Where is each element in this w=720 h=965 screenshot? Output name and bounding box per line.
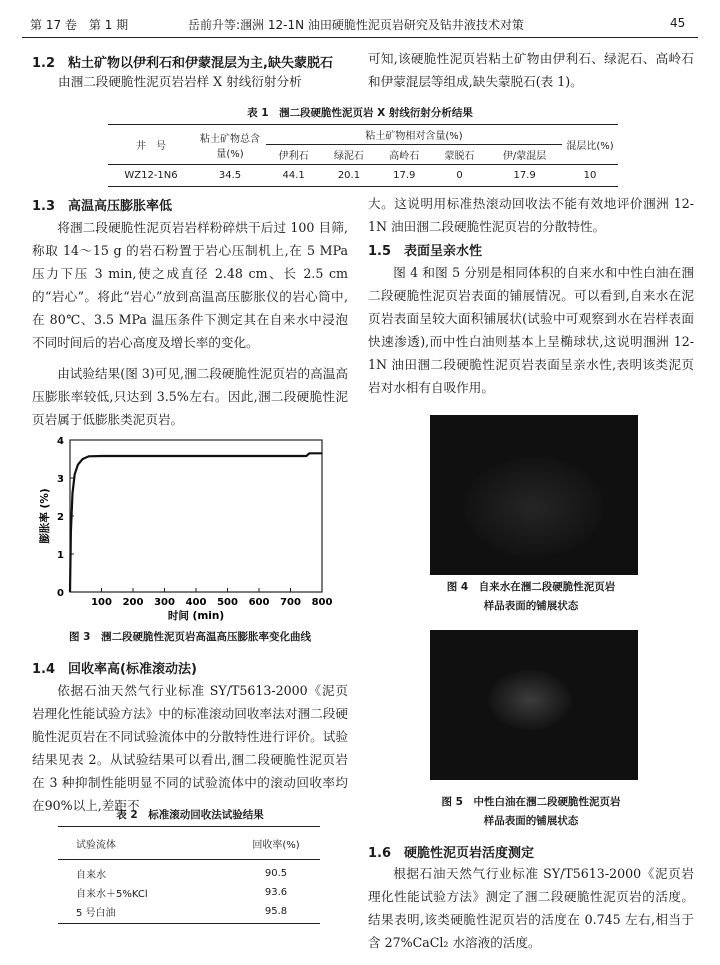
x-tick-label: 300 <box>154 597 175 608</box>
figure-4-caption-line-1: 图 4 自来水在涠二段硬脆性泥页岩 <box>446 581 616 593</box>
table-2-header-fluid: 试验流体 <box>58 827 232 860</box>
table-1-subheader: 高岭石 <box>377 145 432 165</box>
section-1-3-para-1: 将涠二段硬脆性泥页岩岩样粉碎烘干后过 100 目筛,称取 14～15 g 的岩石粉置于岩心压制机上,在 5 MPa 压力下压 3 min,使之成直径 2.48 cm、长 2.5 cm 的“岩心”。将此“岩心”放到高温高压膨胀仪的岩心筒中,在 80℃、3.5 MPa 温压条件下测定其在自来水中浸泡不同时间后的岩心高度及增长率的变化。 <box>32 220 348 350</box>
section-1-6-para-1: 根据石油天然气行业标准 SY/T5613-2000《泥页岩理化性能试验方法》测定了涠二段硬脆性泥页岩的活度。结果表明,该类硬脆性泥页岩的活度在 0.745 左右,相当于含 27%CaCl₂ 水溶液的活度。 <box>368 866 694 950</box>
table-cell: 17.9 <box>393 170 416 181</box>
x-tick-label: 200 <box>122 597 144 608</box>
section-1-2-left-text: 由涠二段硬脆性泥页岩岩样 X 射线衍射分析 <box>58 74 302 89</box>
table-row <box>58 902 320 924</box>
table-1-subheader: 伊利石 <box>266 145 321 165</box>
journal-volume: 第 17 卷 第 1 期 <box>30 18 129 32</box>
table-1-header-relative: 粘土矿物相对含量(%) <box>266 125 562 145</box>
table-cell: 90.5 <box>264 868 288 879</box>
table-1-header-ratio: 混层比(%) <box>562 125 618 165</box>
section-1-3-para-2: 由试验结果(图 3)可见,涠二段硬脆性泥页岩的高温高压膨胀率较低,只达到 3.5%左右。因此,涠二段硬脆性泥页岩属于低膨胀类泥页岩。 <box>32 366 348 427</box>
section-1-5-heading: 1.5 表面呈亲水性 <box>368 244 483 259</box>
figure-5-caption-line-1: 图 5 中性白油在涠二段硬脆性泥页岩 <box>441 796 621 808</box>
y-tick-label: 1 <box>57 550 64 561</box>
table-1-subheader: 蒙脱石 <box>432 145 487 165</box>
table-cell: 10 <box>583 170 597 181</box>
table-cell: 自来水 <box>76 870 106 881</box>
table-2 <box>58 826 320 924</box>
x-tick-label: 500 <box>217 597 238 608</box>
section-1-5-para-1: 图 4 和图 5 分别是相同体积的自来水和中性白油在涠二段硬脆性泥页岩表面的铺展情况。可以看到,自来水在泥页岩表面呈较大面积铺展状(试验中可观察到水在岩样表面快速渗透),而中性白油则基本上呈椭球状,这说明涠洲 12-1N 油田涠二段硬脆性泥页岩表面呈亲水性,表明该类泥页岩对水相有自吸作用。 <box>368 265 694 395</box>
x-tick-label: 800 <box>311 597 333 608</box>
table-row <box>58 883 320 902</box>
figure-3-caption: 图 3 涠二段硬脆性泥页岩高温高压膨胀率变化曲线 <box>69 631 311 643</box>
page-number: 45 <box>670 16 686 30</box>
table-cell: WZ12-1N6 <box>124 170 178 181</box>
series-line <box>70 453 322 592</box>
x-tick-label: 600 <box>248 597 270 608</box>
table-1-header-well: 井 号 <box>108 125 194 165</box>
table-1 <box>108 124 618 187</box>
table-2-caption: 表 2 标准滚动回收法试验结果 <box>116 809 264 821</box>
x-tick-label: 100 <box>91 597 112 608</box>
x-axis-label: 时间 (min) <box>167 610 225 622</box>
table-cell: 34.5 <box>218 170 242 181</box>
table-cell: 自来水＋5%KCl <box>76 889 148 900</box>
oil-droplet-image <box>430 630 638 780</box>
table-2-header-rate: 回收率(%) <box>232 827 320 860</box>
table-cell: 0 <box>456 170 463 181</box>
x-tick-label: 400 <box>185 597 207 608</box>
table-row <box>58 860 320 884</box>
figure-5-caption-line-2: 样品表面的铺展状态 <box>483 815 579 827</box>
table-1-caption: 表 1 涠二段硬脆性泥页岩 X 射线衍射分析结果 <box>247 107 473 119</box>
y-tick-label: 0 <box>57 588 64 599</box>
y-tick-label: 3 <box>57 474 64 485</box>
plot-frame <box>70 440 322 592</box>
table-1-subheader: 绿泥石 <box>321 145 376 165</box>
section-1-4-continuation: 大。这说明用标准热滚动回收法不能有效地评价涠洲 12-1N 油田涠二段硬脆性泥页岩的分散特性。 <box>368 196 694 234</box>
y-axis-label: 膨胀率 (%) <box>39 488 51 544</box>
section-1-3-heading: 1.3 高温高压膨胀率低 <box>32 199 173 214</box>
table-row <box>108 165 618 187</box>
section-1-2-heading: 1.2 粘土矿物以伊利石和伊蒙混层为主,缺失蒙脱石 <box>32 56 333 71</box>
section-1-2-right-text: 可知,该硬脆性泥页岩粘土矿物由伊利石、绿泥石、高岭石和伊蒙混层等组成,缺失蒙脱石(表 1)。 <box>368 51 694 89</box>
figure-4-caption-line-2: 样品表面的铺展状态 <box>483 600 579 612</box>
y-tick-label: 4 <box>57 436 64 447</box>
table-cell: 95.8 <box>264 906 288 917</box>
running-title: 岳前升等:涠洲 12-1N 油田硬脆性泥页岩研究及钻井液技术对策 <box>188 18 524 32</box>
figure-5-photo <box>430 630 638 780</box>
y-tick-label: 2 <box>57 512 64 523</box>
table-1-header-total: 粘土矿物总含量(%) <box>194 125 266 165</box>
section-1-4-para-1: 依据石油天然气行业标准 SY/T5613-2000《泥页岩理化性能试验方法》中的标准滚动回收率法对涠二段硬脆性泥页岩在不同试验流体中的分散特性进行评价。试验结果见表 2。从试验结果可以看出,涠二段硬脆性泥页岩在 3 种抑制性能明显不同的试验流体中的滚动回收率均在90%以上,差距不 <box>32 683 348 813</box>
figure-3-chart <box>36 432 342 622</box>
table-cell: 20.1 <box>337 170 361 181</box>
figure-4-photo <box>430 415 638 575</box>
table-cell: 5 号白油 <box>76 908 116 919</box>
table-cell: 93.6 <box>264 887 288 898</box>
table-cell: 17.9 <box>513 170 536 181</box>
water-spread-image <box>430 415 638 575</box>
table-cell: 44.1 <box>282 170 305 181</box>
table-1-subheader: 伊/蒙混层 <box>487 145 562 165</box>
section-1-4-heading: 1.4 回收率高(标准滚动法) <box>32 662 197 677</box>
header-rule <box>22 37 698 38</box>
x-tick-label: 700 <box>280 597 301 608</box>
section-1-6-heading: 1.6 硬脆性泥页岩活度测定 <box>368 846 535 861</box>
